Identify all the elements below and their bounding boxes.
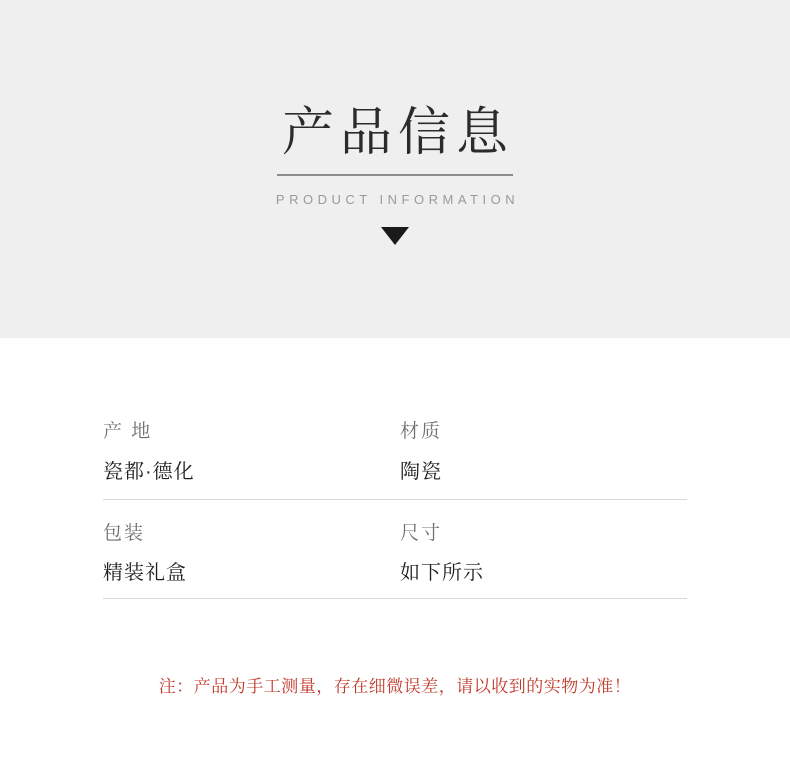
page-title: 产品信息: [281, 103, 514, 163]
measurement-note: 注：产品为手工测量，存在细微误差，请以收到的实物为准！: [158, 677, 632, 696]
spec-value: 如下所示: [400, 562, 484, 585]
header-banner-content: [0, 0, 790, 245]
spec-table: [103, 420, 687, 599]
spec-label: 尺寸: [400, 522, 443, 544]
spec-value: 陶瓷: [400, 460, 442, 483]
spec-cell-origin: [103, 420, 395, 485]
title-divider: [277, 174, 513, 176]
spec-label: 包装: [103, 522, 146, 544]
header-banner: [0, 0, 790, 338]
spec-label: 产 地: [103, 421, 153, 442]
spec-label: 材质: [400, 421, 443, 442]
spec-value: 精装礼盒: [103, 562, 187, 585]
spec-cell-size: [395, 522, 687, 587]
spec-cell-material: [395, 420, 687, 485]
table-row: [103, 522, 687, 600]
spec-cell-packaging: [103, 522, 395, 587]
table-row: [103, 420, 687, 500]
page-subtitle: PRODUCT INFORMATION: [275, 191, 520, 207]
spec-value: 瓷都·德化: [103, 460, 195, 483]
triangle-down-icon: [381, 227, 409, 245]
